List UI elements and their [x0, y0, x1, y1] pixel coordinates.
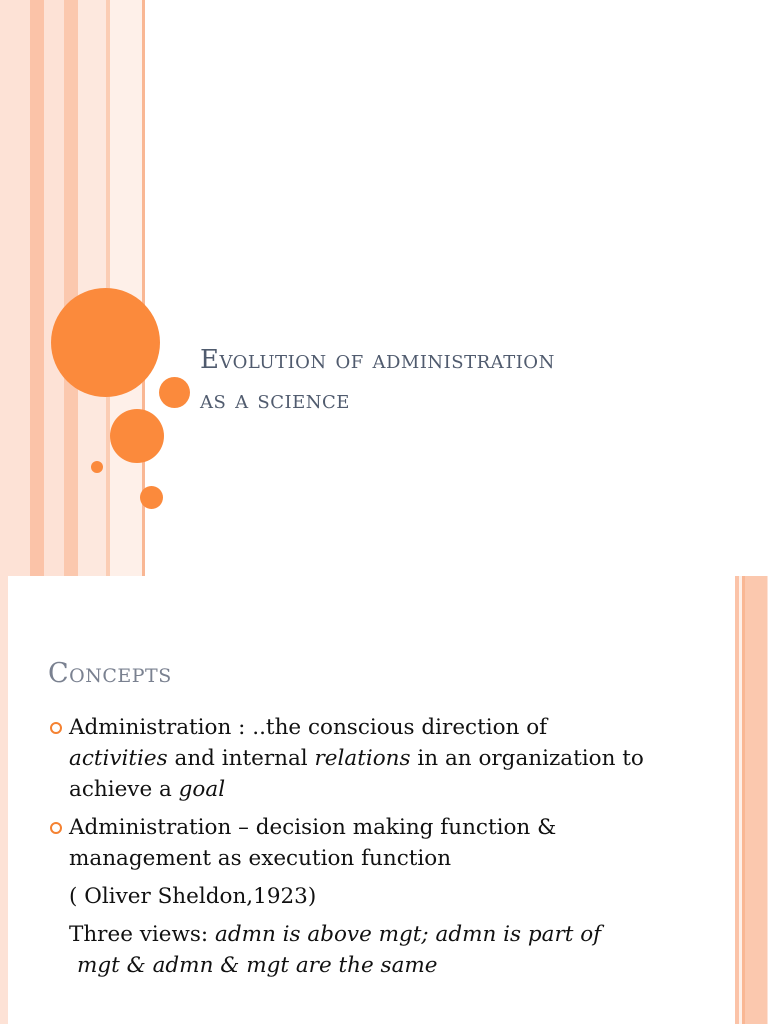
decorative-circle-medium: [110, 409, 164, 463]
decorative-circle-tiny: [91, 461, 103, 473]
bullet-text: Administration : ..the conscious direction of: [69, 715, 548, 740]
slide-title: Concepts: [48, 658, 172, 689]
bullet-list: [50, 712, 650, 981]
views-lead: Three views:: [69, 922, 216, 947]
slide-title: [200, 340, 720, 420]
title-line-1: Evolution of administration: [200, 345, 555, 375]
emphasis-text: activities: [69, 746, 168, 771]
decorative-stripe: [745, 576, 767, 1024]
bullet-text: and internal: [167, 746, 315, 771]
bullet-text: in an organization to achieve a: [69, 746, 644, 802]
bullet-text: Administration – decision making function & management as execution function: [69, 815, 557, 871]
decorative-stripe: [0, 0, 30, 576]
emphasis-text: goal: [178, 777, 226, 802]
decorative-circle-large: [51, 288, 160, 397]
concepts-slide: [0, 576, 768, 1024]
decorative-circle-small: [159, 377, 190, 408]
citation: ( Oliver Sheldon,1923): [69, 884, 317, 909]
left-border-stripe: [0, 576, 8, 1024]
emphasis-text: mgt & admn & mgt are the same: [77, 953, 438, 978]
title-line-2: as a science: [200, 385, 350, 415]
bullet-circle-icon: [50, 722, 62, 734]
list-item: [50, 712, 650, 805]
bullet-circle-icon: [50, 822, 62, 834]
decorative-stripe: [44, 0, 64, 576]
decorative-stripe: [30, 0, 44, 576]
three-views: [61, 919, 650, 981]
emphasis-text: admn is above mgt; admn is part of: [215, 922, 602, 947]
decorative-stripe: [64, 0, 78, 576]
emphasis-text: relations: [314, 746, 411, 771]
decorative-circle-small: [140, 486, 163, 509]
list-item: [50, 812, 650, 874]
